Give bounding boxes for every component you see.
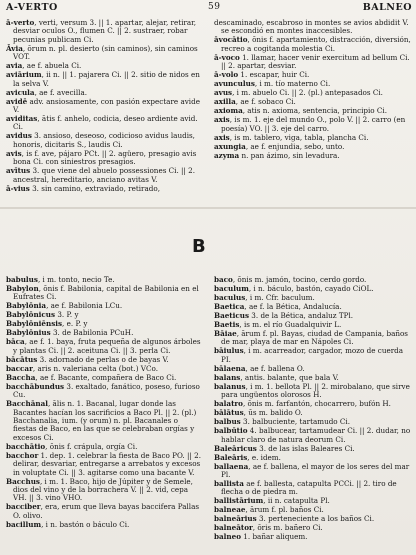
entry-definition: , ōnis f. apartamiento, distracción, diversión, recreo a cogitanda molestia Ci. bbox=[221, 35, 411, 53]
entry-headword: balneo bbox=[214, 532, 242, 542]
dictionary-entry bbox=[214, 533, 412, 541]
entry-headword: bālātus bbox=[214, 408, 244, 418]
dictionary-entry bbox=[6, 98, 203, 115]
entry-definition: 3. de las islas Baleares Ci. bbox=[256, 443, 355, 453]
entry-definition: , is m. el río Guadalquivir L. bbox=[239, 320, 342, 329]
entry-headword: ā-voco bbox=[214, 52, 240, 62]
dictionary-entry bbox=[214, 383, 412, 400]
entry-definition: 3. P. y bbox=[55, 310, 79, 320]
dictionary-entry bbox=[6, 478, 203, 503]
entry-headword: Babylōnicus bbox=[6, 310, 56, 320]
page-number: 59 bbox=[208, 2, 221, 12]
entry-headword: axioma bbox=[214, 106, 243, 116]
entry-definition: , ātis f. anhelo, codicia, deseo ardiente avid. Ci. bbox=[13, 114, 198, 132]
entry-headword: axilla bbox=[214, 97, 236, 107]
entry-definition: , i m. 1. bellota Pl. || 2. mirobalano, que sirve para ungüentos olorosos H. bbox=[221, 381, 410, 400]
dictionary-entry bbox=[214, 116, 412, 133]
entry-headword: balneātor bbox=[214, 523, 253, 533]
dictionary-entry bbox=[6, 285, 203, 302]
entry-definition: 1. llamar, hacer venir exercitum ad bellum Ci. || 2. apartar, desviar. bbox=[221, 52, 410, 71]
entry-definition: , ae f. Babilonia LCu. bbox=[46, 301, 123, 311]
entry-definition: 1. dep. 1. celebrar la fiesta de Baco PO. || 2. delirar, desvariar, entregarse a arrebatos y excesos in voluptate Ci. || 3. agitarse como una bacante V. bbox=[13, 450, 201, 477]
column-bottom-right bbox=[214, 276, 412, 555]
entry-headword: balans bbox=[214, 372, 241, 382]
entry-definition: , ae f. ballena, el mayor de los seres del mar Pl. bbox=[221, 461, 410, 480]
entry-definition: , ae f. 1. baya, fruta pequeña de algunos árboles y plantas Ci. || 2. aceituna Ci. || 3. perla Ci. bbox=[13, 337, 201, 355]
entry-headword: bacciber bbox=[6, 502, 41, 512]
entry-headword: axis bbox=[214, 132, 230, 142]
entry-definition: , ae f. sobaco Ci. bbox=[235, 97, 296, 107]
dictionary-entry bbox=[6, 45, 203, 62]
entry-definition: , ālis n. 1. Bacanal, lugar donde las Bacantes hacían los sacrificios a Baco Pl. || 2. (pl.) Bacchanalia, ium. (y orum) n. pl. Bacanales o fiestas de Baco, en las que se celebraban orgías y excesos Ci. bbox=[13, 399, 197, 442]
entry-headword: baculus bbox=[214, 293, 246, 302]
entry-definition: , antis. balante, que bala V. bbox=[240, 372, 339, 382]
entry-definition: , ōrum n. pl. desierto (sin caminos), sin caminos VOT. bbox=[13, 43, 198, 62]
entry-headword: balbūtio bbox=[214, 426, 248, 436]
dictionary-entry bbox=[6, 150, 203, 167]
entry-headword: bacillum bbox=[6, 519, 42, 529]
entry-definition: , i m. Cfr. baculum. bbox=[245, 293, 315, 302]
entry-definition: , ārum f. pl. baños Ci. bbox=[245, 505, 324, 515]
entry-headword: Baccha bbox=[6, 372, 36, 382]
entry-headword: avunculus bbox=[214, 79, 255, 89]
entry-headword: balatro bbox=[214, 399, 243, 409]
section-letter: B bbox=[192, 236, 206, 257]
entry-headword: Baeticus bbox=[214, 311, 250, 320]
entry-headword: baculum bbox=[214, 284, 249, 293]
entry-definition: 3. perteneciente a los baños Ci. bbox=[256, 514, 375, 524]
entry-definition: , is f. ave, pájaro PCt. || 2. agüero, presagio avis bona Ci. con siniestros presagios. bbox=[13, 148, 197, 167]
entry-definition: 3. ansioso, deseoso, codicioso avidus laudis, honoris, dicitaris S., laudis Ci. bbox=[13, 131, 195, 149]
entry-definition: , ae f. ballena O. bbox=[245, 363, 305, 373]
entry-headword: Baleāricus bbox=[214, 443, 257, 453]
dictionary-entry bbox=[6, 400, 203, 442]
entry-headword: aviditas bbox=[6, 114, 38, 124]
entry-headword: āvocātio bbox=[214, 35, 248, 45]
entry-headword: Babylōnius bbox=[6, 328, 51, 338]
entry-headword: balanus bbox=[214, 381, 246, 391]
entry-definition: 3. sin camino, extraviado, retirado, bbox=[29, 183, 160, 193]
dictionary-entry bbox=[214, 330, 412, 347]
entry-headword: Baetis bbox=[214, 320, 240, 329]
dictionary-entry bbox=[6, 185, 203, 193]
entry-headword: ā-verto bbox=[6, 19, 35, 27]
entry-headword: bālaena bbox=[214, 363, 246, 373]
entry-definition: ae f. ballesta, catapulta PCCi. || 2. tiro de flecha o de piedra m. bbox=[221, 479, 397, 497]
column-top-left bbox=[6, 19, 203, 204]
entry-headword: azyma bbox=[214, 150, 240, 160]
entry-headword: Bacchānal bbox=[6, 399, 48, 409]
entry-headword: avicula bbox=[6, 87, 35, 97]
entry-definition: n. pan ázimo, sin levadura. bbox=[239, 150, 340, 160]
dictionary-entry bbox=[214, 54, 412, 71]
dictionary-entry bbox=[6, 132, 203, 149]
entry-headword: ā-vius bbox=[6, 183, 30, 193]
entry-headword: babulus bbox=[6, 276, 38, 284]
entry-definition: , aris n. valeriana celta (bot.) VCo. bbox=[32, 363, 158, 373]
dictionary-entry bbox=[6, 503, 203, 520]
running-head bbox=[0, 0, 416, 16]
entry-headword: bacchābundus bbox=[6, 381, 65, 391]
entry-definition: , i m. acarreador, cargador, mozo de cuerda PI. bbox=[221, 346, 404, 364]
entry-headword: Babylon bbox=[6, 284, 39, 293]
entry-definition: , ōnis f. crápula, orgía Ci. bbox=[45, 441, 138, 451]
entry-definition: , i m. tío materno Ci. bbox=[254, 79, 331, 89]
entry-definition: , is m. tablero, viga, tabla, plancha Ci. bbox=[229, 132, 369, 142]
entry-definition: , era, erum que lleva bayas baccifera Pallas O. olivo. bbox=[13, 502, 200, 520]
dictionary-entry bbox=[214, 19, 412, 36]
dictionary-entry bbox=[6, 383, 203, 400]
entry-definition: , e. idem. bbox=[247, 452, 281, 462]
entry-definition: , is m. 1. eje del mundo O., polo V. || 2. carro (en poesía) VO. || 3. eje del carro. bbox=[221, 115, 406, 133]
dictionary-entry bbox=[6, 452, 203, 477]
entry-headword: bāca bbox=[6, 337, 25, 347]
entry-headword: aviārium bbox=[6, 70, 42, 80]
running-head-right: BALNEO bbox=[362, 2, 412, 13]
entry-headword: Babylōnia bbox=[6, 301, 47, 311]
entry-definition: 3. adornado de perlas o de bayas V. bbox=[37, 354, 169, 364]
entry-headword: avidē bbox=[6, 96, 28, 106]
entry-headword: avus bbox=[214, 88, 233, 98]
running-head-left: A-VERTO bbox=[6, 2, 58, 13]
entry-headword: avia bbox=[6, 61, 23, 71]
entry-headword: bācātus bbox=[6, 354, 38, 364]
entry-definition: , ii n. || 1. pajarera Ci. || 2. sitio de nidos en la selva V. bbox=[13, 70, 200, 88]
entry-definition: 1. bañar aliquem. bbox=[241, 532, 308, 542]
dictionary-entry bbox=[214, 427, 412, 444]
entry-headword: bāiulus bbox=[214, 346, 244, 356]
entry-headword: Baleāris bbox=[214, 452, 248, 462]
dictionary-entry bbox=[214, 36, 412, 53]
dictionary-entry bbox=[6, 521, 203, 529]
entry-definition: 3. balbuciente, tartamudo Ci. bbox=[240, 417, 351, 427]
entry-headword: baco bbox=[214, 276, 233, 284]
entry-definition: adv. ansiosamente, con pasión expectare avide V. bbox=[13, 96, 200, 115]
entry-headword: axis bbox=[214, 115, 230, 125]
dictionary-entry bbox=[6, 338, 203, 355]
entry-definition: , ōnis m. jamón, tocino, cerdo gordo. bbox=[232, 276, 367, 284]
entry-headword: avidus bbox=[6, 131, 32, 141]
entry-headword: balneae bbox=[214, 505, 246, 515]
entry-headword: balneārius bbox=[214, 514, 257, 524]
entry-definition: 4. balbucear, tartamudear Ci. || 2. dudar, no hablar claro de natura deorum Ci. bbox=[221, 426, 411, 444]
entry-definition: 3. de la Bética, andaluz TPl. bbox=[249, 311, 354, 320]
entry-headword: ballista bbox=[214, 479, 244, 489]
entry-headword: avis bbox=[6, 148, 22, 158]
entry-definition: 3. exaltado, fanático, poseso, furioso Cu. bbox=[13, 381, 200, 400]
entry-definition: , ae f. enjundia, sebo, unto. bbox=[245, 141, 345, 151]
entry-definition: 3. que viene del abuelo possessiones Ci. || 2. ancestral, hereditario, anciano avitas V. bbox=[13, 166, 196, 184]
dictionary-entry bbox=[214, 347, 412, 364]
entry-headword: Baetica bbox=[214, 302, 245, 311]
entry-definition: , atis n. axioma, sentencia, principio Ci. bbox=[242, 106, 387, 116]
entry-headword: Āvia bbox=[6, 43, 23, 53]
entry-headword: ā-volo bbox=[214, 70, 239, 80]
dictionary-entry bbox=[6, 115, 203, 132]
entry-definition: , ae f. abuela Ci. bbox=[22, 61, 82, 71]
dictionary-entry bbox=[214, 152, 412, 160]
entry-definition: 1. escapar, huir Ci. bbox=[238, 70, 310, 80]
column-bottom-left bbox=[6, 276, 203, 555]
entry-headword: baccar bbox=[6, 363, 33, 373]
entry-headword: ballistārium bbox=[214, 496, 264, 506]
entry-headword: bacchātio bbox=[6, 441, 46, 451]
entry-definition: , i m. tonto, necio Te. bbox=[37, 276, 115, 284]
entry-definition: , i m. 1. Baco, hijo de Júpiter y de Semele, dios del vino y de la borrachera V. || 2. vid, cepa VH. || 3. vino VHO. bbox=[13, 476, 193, 503]
entry-definition: , ōris m. bañero Ci. bbox=[252, 523, 323, 533]
entry-definition: , ae f. Bacante, compañera de Baco Ci. bbox=[35, 372, 177, 382]
entry-headword: Bacchus bbox=[6, 476, 40, 486]
column-top-right bbox=[214, 19, 412, 204]
dictionary-entry bbox=[6, 71, 203, 88]
entry-headword: avītus bbox=[6, 166, 31, 176]
entry-headword: axungia bbox=[214, 141, 246, 151]
entry-definition: , ōnis f. Babilonia, capital de Babilonia en el Eufrates Ci. bbox=[13, 284, 199, 302]
entry-headword: balbus bbox=[214, 417, 241, 427]
entry-headword: Bāiae bbox=[214, 329, 237, 338]
entry-definition: , ae f. avecilla. bbox=[34, 87, 88, 97]
dictionary-entry bbox=[214, 463, 412, 480]
entry-definition: , ae f. la Bética, Andalucía. bbox=[244, 302, 342, 311]
dictionary-entry bbox=[214, 480, 412, 497]
entry-definition: , ii n. catapulta Pl. bbox=[263, 496, 330, 506]
entry-headword: Babylōniēnsis bbox=[6, 319, 63, 329]
entry-definition: , i n. báculo, bastón, cayado CiOL. bbox=[248, 284, 374, 293]
dictionary-entry bbox=[6, 19, 203, 44]
entry-definition: , e. P. y bbox=[62, 319, 88, 329]
entry-headword: bacchor bbox=[6, 450, 39, 460]
entry-definition: descaminado, escabroso in montes se avios abdidit V. se escondió en montes inaccesibles. bbox=[214, 19, 409, 36]
entry-definition: , verti, versum 3. || 1. apartar, alejar, retirar, desviar oculos O., flumen C. || 2. sustraer, robar pecunias publicam Ci. bbox=[13, 19, 197, 44]
entry-definition: , i n. bastón o báculo Ci. bbox=[41, 519, 130, 529]
entry-definition: , ōnis m. farfantón, chocarrero, bufón H. bbox=[242, 399, 391, 409]
entry-definition: , i m. abuelo Ci. || 2. (pl.) antepasados Ci. bbox=[232, 88, 383, 98]
entry-definition: 3. de Babilonia PCuH. bbox=[50, 328, 134, 338]
entry-headword: ballaena bbox=[214, 461, 249, 471]
entry-definition: , ūs m. balido O. bbox=[243, 408, 303, 418]
entry-definition: , ārum f. pl. Bayas, ciudad de Campania, baños de mar, playa de mar en Nápoles Ci. bbox=[221, 329, 408, 347]
dictionary-entry bbox=[6, 167, 203, 184]
section-divider bbox=[0, 207, 416, 209]
